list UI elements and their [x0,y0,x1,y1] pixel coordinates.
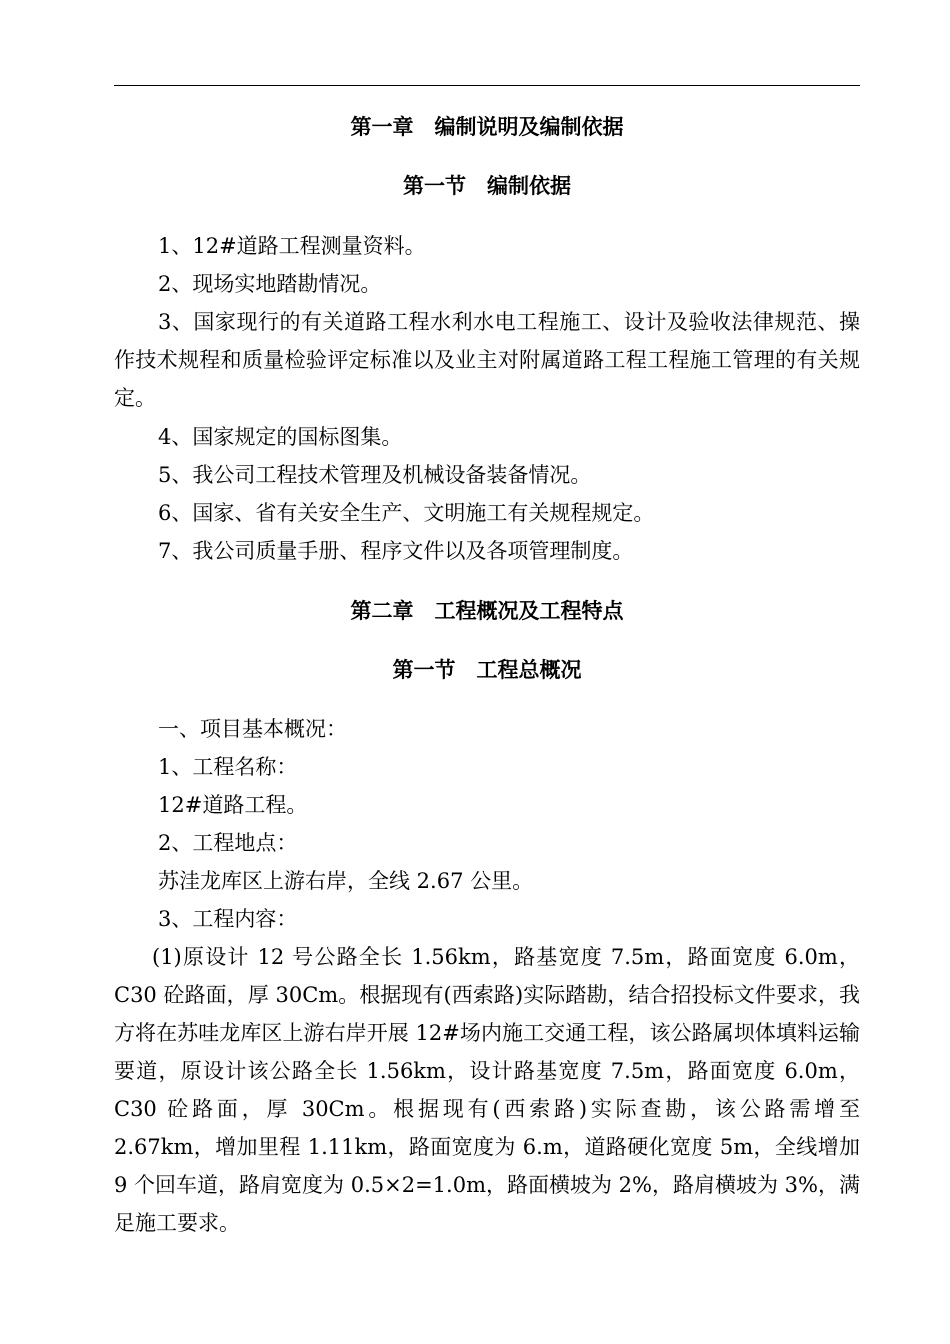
basis-item-3: 3、国家现行的有关道路工程水利水电工程施工、设计及验收法律规范、操作技术规程和质量检验评定标准以及业主对附属道路工程工程施工管理的有关规定。 [114,310,860,410]
basis-item-2: 2、现场实地踏勘情况。 [158,272,382,296]
project-name-value: 12#道路工程。 [158,793,308,817]
project-content-paragraph: (1)原设计 12 号公路全长 1.56km，路基宽度 7.5m，路面宽度 6.0m，C30 砼路面，厚 30Cm。根据现有(西索路)实际踏勘，结合招投标文件要求，我方将在苏哇龙库区上游右岸开展 12#场内施工交通工程，该公路属坝体填料运输要道，原设计该公路全长 1.56km，设计路基宽度 7.5m，路面宽度 6.0m，C30 砼路面，厚 30Cm。根据现有(西索路)实际查勘，该公路需增至 2.67km，增加里程 1.11km，路面宽度为 6.m，道路硬化宽度 5m，全线增加 9 个回车道，路肩宽度为 0.5×2=1.0m，路面横坡为 2%，路肩横坡为 3%，满足施工要求。 [114,945,860,1235]
header-rule [114,85,860,86]
chapter-2-section-1-title: 第一节 工程总概况 [392,658,582,682]
chapter-1-title: 第一章 编制说明及编制依据 [350,115,624,139]
overview-heading: 一、项目基本概况： [158,717,347,741]
basis-item-1: 1、12#道路工程测量资料。 [158,234,426,258]
basis-item-4: 4、国家规定的国标图集。 [158,425,403,449]
project-location-value: 苏洼龙库区上游右岸，全线 2.67 公里。 [158,869,534,893]
basis-item-7: 7、我公司质量手册、程序文件以及各项管理制度。 [158,539,634,563]
basis-item-5: 5、我公司工程技术管理及机械设备装备情况。 [158,463,592,487]
basis-item-6: 6、国家、省有关安全生产、文明施工有关规程规定。 [158,501,655,525]
chapter-2-title: 第二章 工程概况及工程特点 [350,599,624,623]
project-content-label: 3、工程内容： [158,907,298,931]
chapter-1-section-1-title: 第一节 编制依据 [403,174,571,198]
project-location-label: 2、工程地点： [158,831,298,855]
project-name-label: 1、工程名称： [158,755,298,779]
